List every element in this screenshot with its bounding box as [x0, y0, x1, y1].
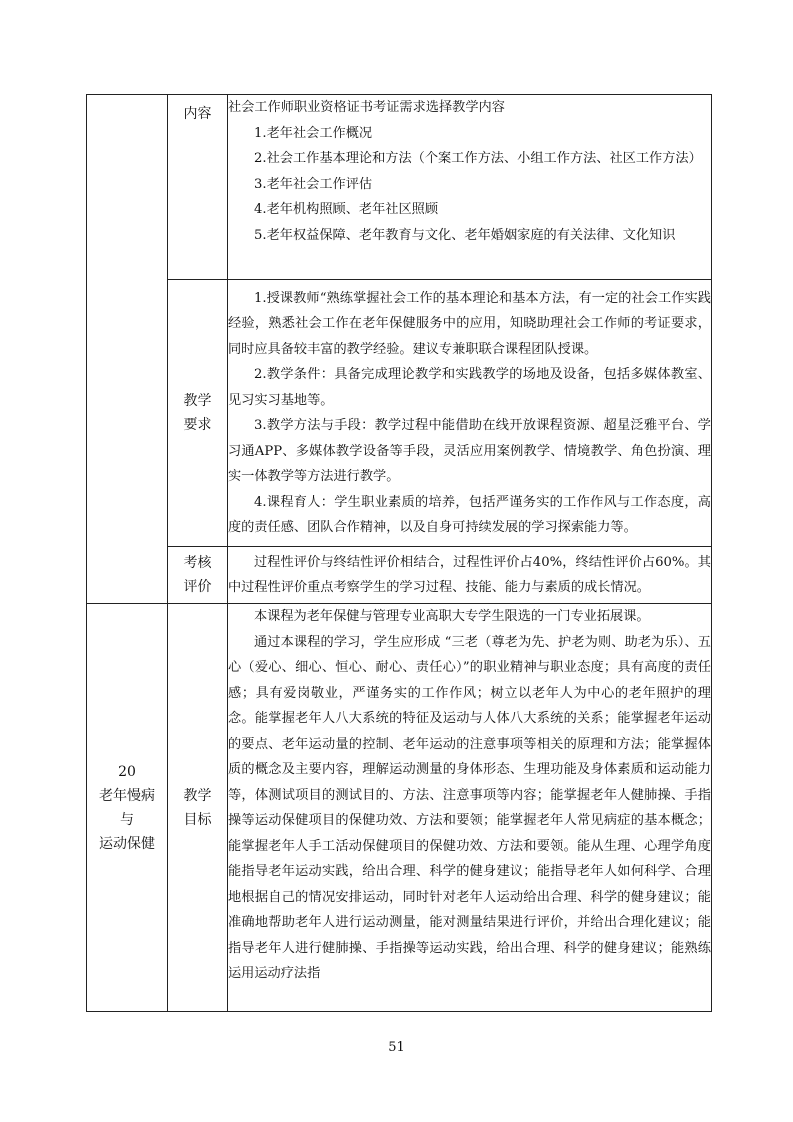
- course-cell: [87, 604, 168, 1012]
- label-line: 评价: [183, 579, 212, 595]
- content-kaohe-pingjia: [228, 547, 712, 604]
- course-name-line: 运动保健: [99, 835, 155, 852]
- yaoqiu-paragraph: 3.教学方法与手段：教学过程中能借助在线开放课程资源、超星泛雅平台、学习通APP、多媒体教学设备等手段，灵活应用案例教学、情境教学、角色扮演、理实一体教学等方法进行教学。: [228, 418, 711, 484]
- label-neirong: [168, 95, 228, 280]
- mubiao-paragraph: 本课程为老年保健与管理专业高职大专学生限选的一门专业拓展课。: [254, 609, 650, 624]
- label-jiaoxue-mubiao: [168, 604, 228, 1012]
- course-table: [86, 94, 712, 1012]
- course-number: 20: [118, 763, 136, 780]
- course-cell-continued: [87, 95, 168, 604]
- label-line: 目标: [183, 811, 212, 828]
- neirong-line: 社会工作师职业资格证书考证需求选择教学内容: [228, 100, 505, 115]
- yaoqiu-paragraph: 4.课程育人：学生职业素质的培养，包括严谨务实的工作作风与工作态度，高度的责任感、团队合作精神，以及自身可持续发展的学习探索能力等。: [228, 494, 711, 535]
- neirong-line: 2.社会工作基本理论和方法（个案工作方法、小组工作方法、社区工作方法）: [254, 151, 702, 166]
- page-number: 51: [388, 1040, 405, 1055]
- label-jiaoxue-yaoqiu: [168, 280, 228, 547]
- mubiao-paragraph: 通过本课程的学习，学生应形成 “三老（尊老为先、护老为则、助老为乐）、五心（爱心、细心、恒心、耐心、责任心）”的职业精神与职业态度；具有高度的责任感；具有爱岗敬业，严谨务实的工作作风；树立以老年人为中心的老年照护的理念。能掌握老年人八大系统的特征及运动与人体八大系统的关系；能掌握老年运动的要点、老年运动量的控制、老年运动的注意事项等相关的原理和方法；能掌握体质的概念及主要内容，理解运动测量的身体形态、生理功能及身体素质和运动能力等，体测试项目的测试目的、方法、注意事项等内容；能掌握老年人健肺操、手指操等运动保健项目的保健功效、方法和要领；能掌握老年人常见病症的基本概念；能掌握老年人手工活动保健项目的保健功效、方法和要领。能从生理、心理学角度能指导老年运动实践，给出合理、科学的健身建议；能指导老年人如何科学、合理地根据自己的情况安排运动，同时针对老年人运动给出合理、科学的健身建议；能准确地帮助老年人进行运动测量，能对测量结果进行评价，并给出合理化建议；能指导老年人进行健肺操、手指操等运动实践，给出合理、科学的健身建议；能熟练运用运动疗法指: [228, 634, 711, 981]
- label-line: 考核: [183, 555, 212, 571]
- neirong-line: 1.老年社会工作概况: [254, 125, 373, 141]
- course-name-line: 与: [120, 811, 134, 828]
- label-line: 教学: [183, 787, 212, 804]
- label-neirong-text: 内容: [183, 106, 212, 122]
- content-jiaoxue-yaoqiu: [228, 280, 712, 547]
- label-kaohe-pingjia: [168, 547, 228, 604]
- kaohe-paragraph: 过程性评价与终结性评价相结合，过程性评价占40%，终结性评价占60%。其中过程性评价重点考察学生的学习过程、技能、能力与素质的成长情况。: [228, 554, 711, 595]
- yaoqiu-paragraph: 2.教学条件：具备完成理论教学和实践教学的场地及设备，包括多媒体教室、见习实习基地等。: [228, 367, 711, 408]
- content-neirong: [228, 95, 712, 280]
- label-line: 要求: [183, 417, 212, 433]
- neirong-line: 5.老年权益保障、老年教育与文化、老年婚姻家庭的有关法律、文化知识: [254, 227, 676, 243]
- course-name-line: 老年慢病: [99, 787, 155, 804]
- label-line: 教学: [183, 393, 212, 409]
- neirong-line: 4.老年机构照顾、老年社区照顾: [254, 202, 439, 217]
- yaoqiu-paragraph: 1.授课教师“熟练掌握社会工作的基本理论和基本方法，有一定的社会工作实践经验，熟悉社会工作在老年保健服务中的应用，知晓助理社会工作师的考证要求，同时应具备较丰富的教学经验。建议专兼职联合课程团队授课。: [228, 290, 711, 357]
- content-jiaoxue-mubiao: [228, 604, 712, 1012]
- neirong-line: 3.老年社会工作评估: [254, 176, 373, 192]
